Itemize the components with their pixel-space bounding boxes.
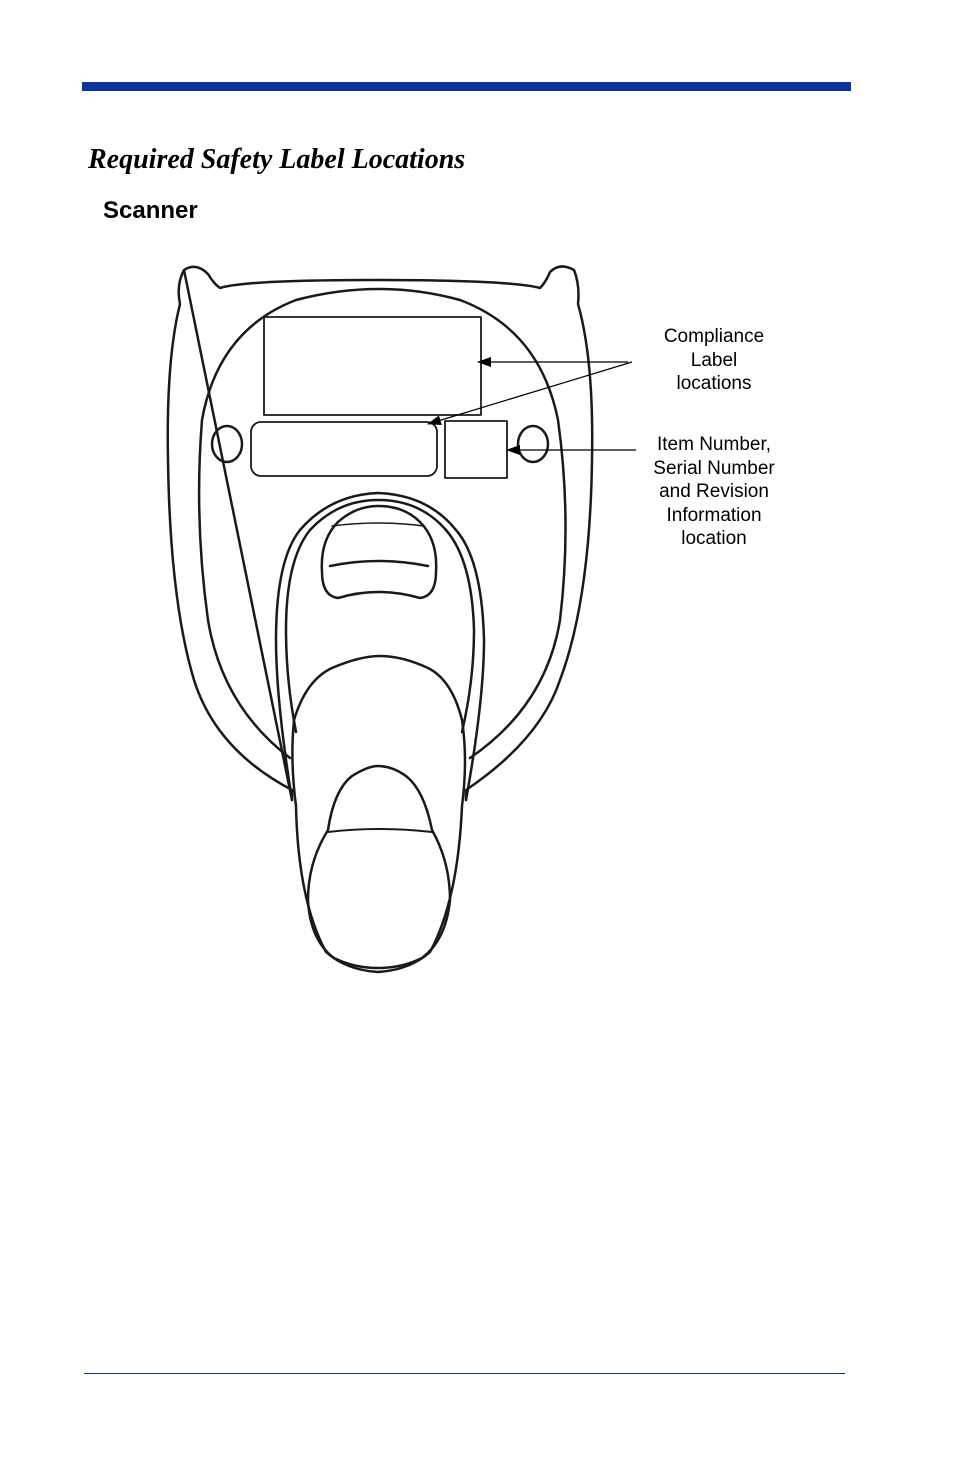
footer-rule	[84, 1373, 845, 1374]
section-title: Required Safety Label Locations	[88, 144, 466, 175]
callout-line: Serial Number	[653, 457, 775, 479]
callout-item-number	[640, 433, 788, 551]
scanner-outline	[168, 266, 592, 972]
callout-leaders	[428, 362, 636, 450]
callout-line: and Revision	[659, 481, 769, 502]
callout-line: Label	[690, 349, 738, 371]
callout-line: Compliance	[663, 326, 765, 347]
callout-line: locations	[676, 373, 752, 394]
callout-line: Item Number,	[656, 434, 772, 455]
leader-compliance-bottom	[428, 362, 632, 424]
callout-compliance-label	[652, 325, 776, 396]
subsection-title: Scanner	[103, 197, 198, 224]
callout-line: Information	[666, 504, 762, 526]
callout-line: location	[681, 528, 747, 549]
